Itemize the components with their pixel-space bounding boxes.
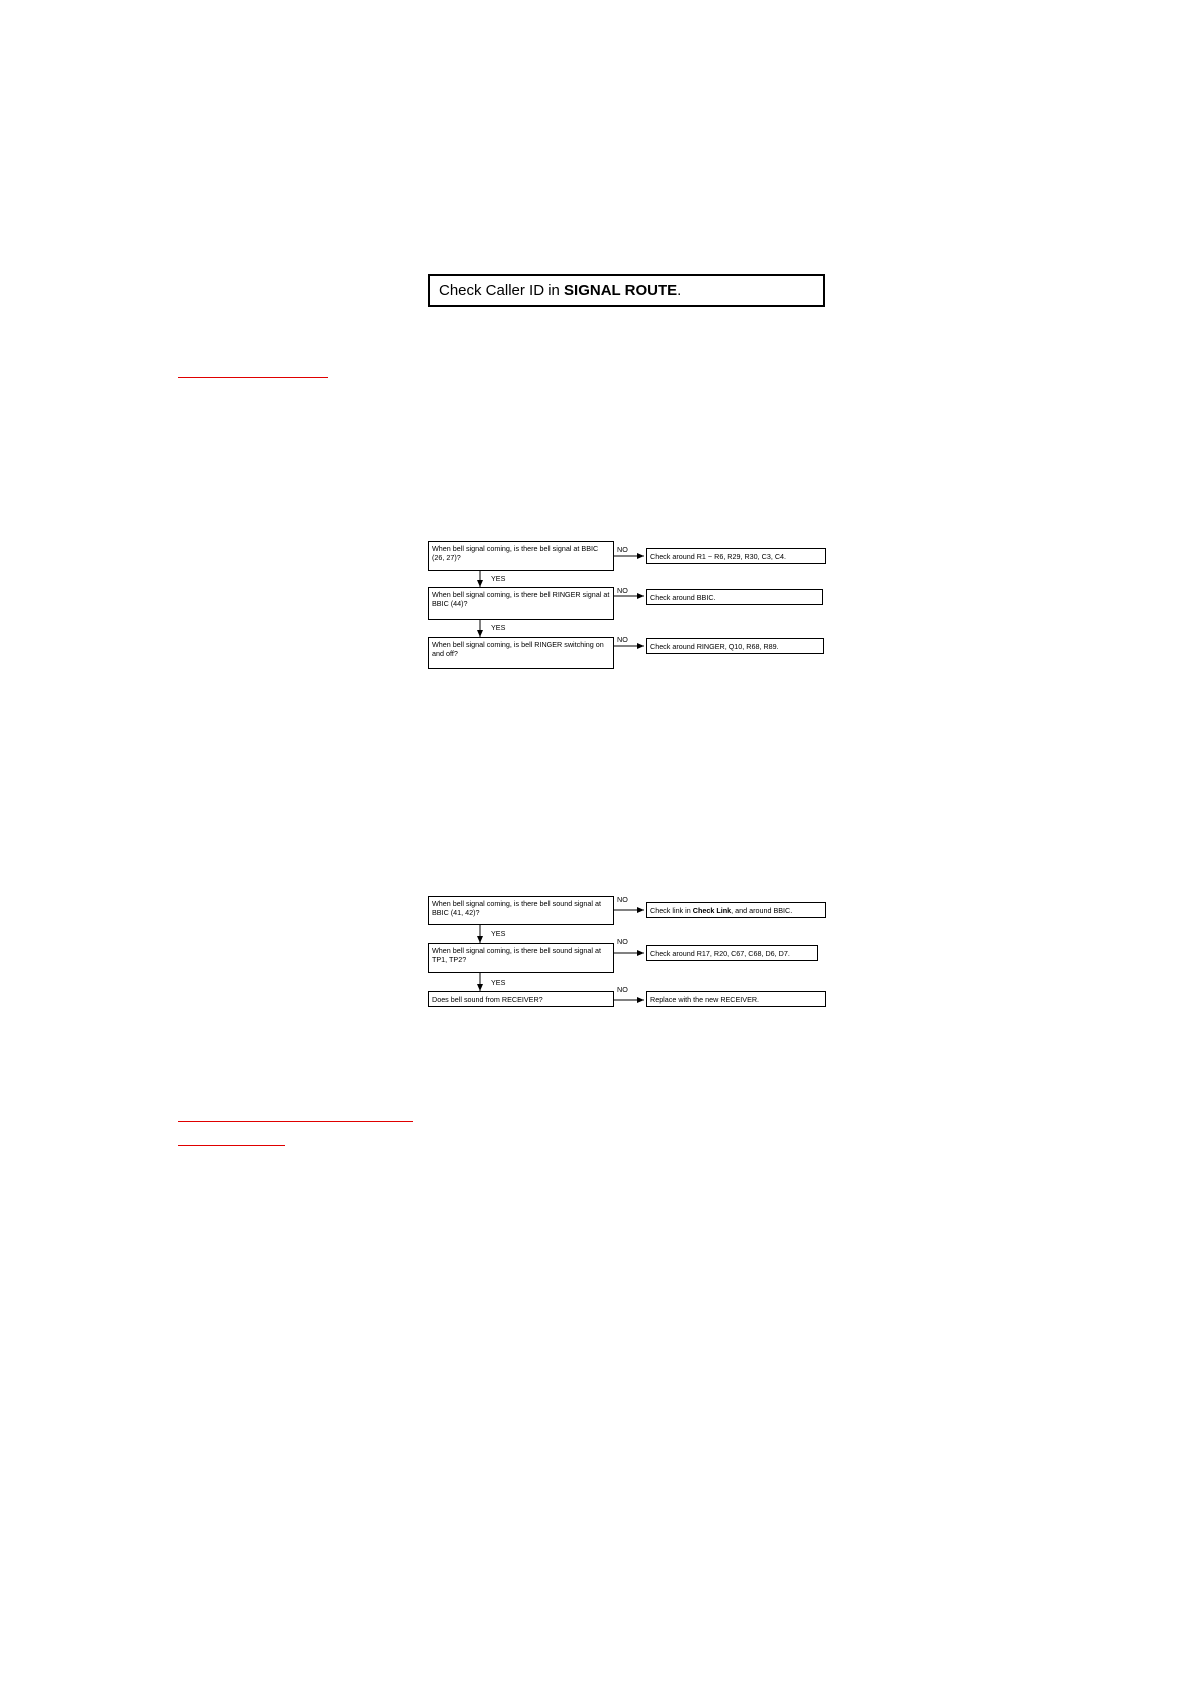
caller-id-prefix: Check Caller ID in — [439, 282, 565, 299]
caller-id-suffix: . — [677, 282, 682, 299]
flow1-yes-label-2: YES — [491, 623, 506, 632]
flow2-action-2: Check around R17, R20, C67, C68, D6, D7. — [646, 945, 818, 961]
flow2-question-1: When bell signal coming, is there bell sound signal at BBIC (41, 42)? — [428, 896, 614, 925]
flow2-no-label-3: NO — [617, 985, 628, 994]
flow1-question-1: When bell signal coming, is there bell signal at BBIC (26, 27)? — [428, 541, 614, 571]
caller-id-emphasis: SIGNAL ROUTE — [564, 282, 678, 299]
flow1-question-3: When bell signal coming, is bell RINGER switching on and off? — [428, 637, 614, 669]
flow2-yes-label-2: YES — [491, 978, 506, 987]
flow2-yes-label-1: YES — [491, 929, 506, 938]
flow2-no-label-2: NO — [617, 937, 628, 946]
flow2-action-1: Check link in Check Link , and around BBIC. — [646, 902, 826, 918]
flow1-no-label-3: NO — [617, 635, 628, 644]
flow2-question-3: Does bell sound from RECEIVER? — [428, 991, 614, 1007]
flow1-action-2: Check around BBIC. — [646, 589, 823, 605]
flow1-action-1: Check around R1 ~ R6, R29, R30, C3, C4. — [646, 548, 826, 564]
flow2-no-label-1: NO — [617, 895, 628, 904]
flow1-yes-label-1: YES — [491, 574, 506, 583]
flow1-question-2: When bell signal coming, is there bell RINGER signal at BBIC (44)? — [428, 587, 614, 620]
flow2-question-2: When bell signal coming, is there bell sound signal at TP1, TP2? — [428, 943, 614, 973]
flow2-action-3: Replace with the new RECEIVER. — [646, 991, 826, 1007]
flow1-no-label-1: NO — [617, 545, 628, 554]
flow1-no-label-2: NO — [617, 586, 628, 595]
flow1-action-3: Check around RINGER, Q10, R68, R89. — [646, 638, 824, 654]
